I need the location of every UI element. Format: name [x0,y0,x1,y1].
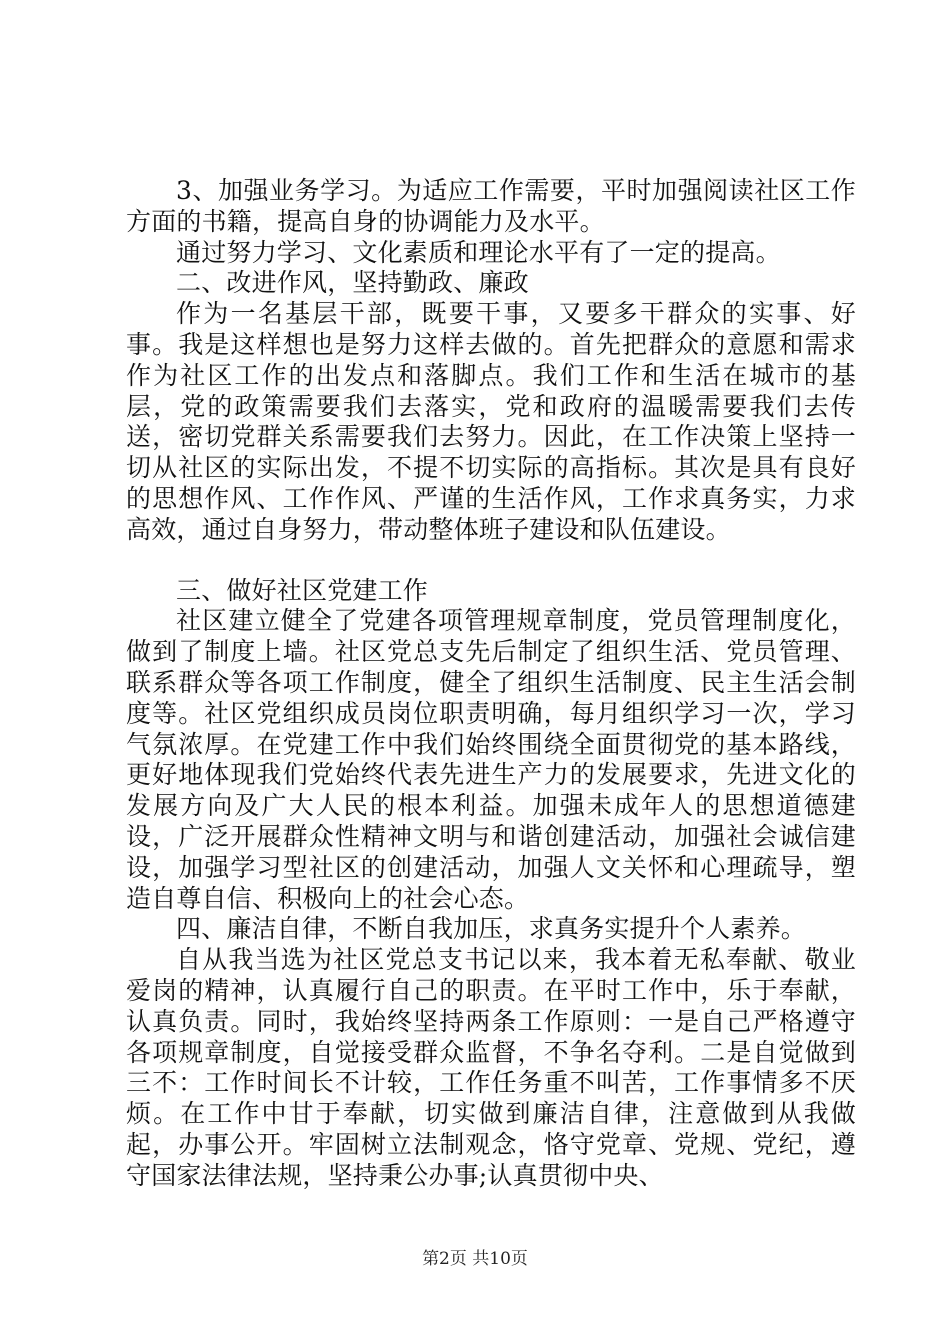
section-heading-work-style: 二、改进作风，坚持勤政、廉政 [176,268,529,298]
paragraph-party-building: 社区建立健全了党建各项管理规章制度，党员管理制度化，做到了制度上墙。社区党总支先后制定了组织生活、党员管理、联系群众等各项工作制度，健全了组织生活制度、民主生活会制度等。社区党组织成员岗位职责明确，每月组织学习一次，学习气氛浓厚。在党建工作中我们始终围绕全面贯彻党的基本路线，更好地体现我们党始终代表先进生产力的发展要求，先进文化的发展方向及广大人民的根本利益。加强未成年人的思想道德建设，广泛开展群众性精神文明与和谐创建活动，加强社会诚信建设，加强学习型社区的创建活动，加强人文关怀和心理疏导，塑造自尊自信、积极向上的社会心态。 [126,606,856,913]
paragraph-work-style: 作为一名基层干部，既要干事，又要多干群众的实事、好事。我是这样想也是努力这样去做的。首先把群众的意愿和需求作为社区工作的出发点和落脚点。我们工作和生活在城市的基层，党的政策需要我们去落实，党和政府的温暖需要我们去传送，密切党群关系需要我们去努力。因此，在工作决策上坚持一切从社区的实际出发，不提不切实际的高指标。其次是具有良好的思想作风、工作作风、严谨的生活作风，工作求真务实，力求高效，通过自身努力，带动整体班子建设和队伍建设。 [126,299,856,544]
document-body [126,176,856,1192]
paragraph-integrity: 自从我当选为社区党总支书记以来，我本着无私奉献、敬业爱岗的精神，认真履行自己的职责。在平时工作中，乐于奉献，认真负责。同时，我始终坚持两条工作原则：一是自己严格遵守各项规章制度，自觉接受群众监督，不争名夺利。二是自觉做到三不：工作时间长不计较，工作任务重不叫苦，工作事情多不厌烦。在工作中甘于奉献，切实做到廉洁自律，注意做到从我做起，办事公开。牢固树立法制观念，恪守党章、党规、党纪，遵守国家法律法规，坚持秉公办事;认真贯彻中央、 [126,945,856,1190]
section-heading-integrity: 四、廉洁自律，不断自我加压，求真务实提升个人素养。 [176,914,807,944]
section-heading-party-building: 三、做好社区党建工作 [176,575,429,605]
paragraph-study: 3、加强业务学习。为适应工作需要，平时加强阅读社区工作方面的书籍，提高自身的协调能力及水平。 [126,176,856,236]
paragraph-study-result: 通过努力学习、文化素质和理论水平有了一定的提高。 [176,237,781,267]
page-number: 第2页 共10页 [422,1249,528,1269]
